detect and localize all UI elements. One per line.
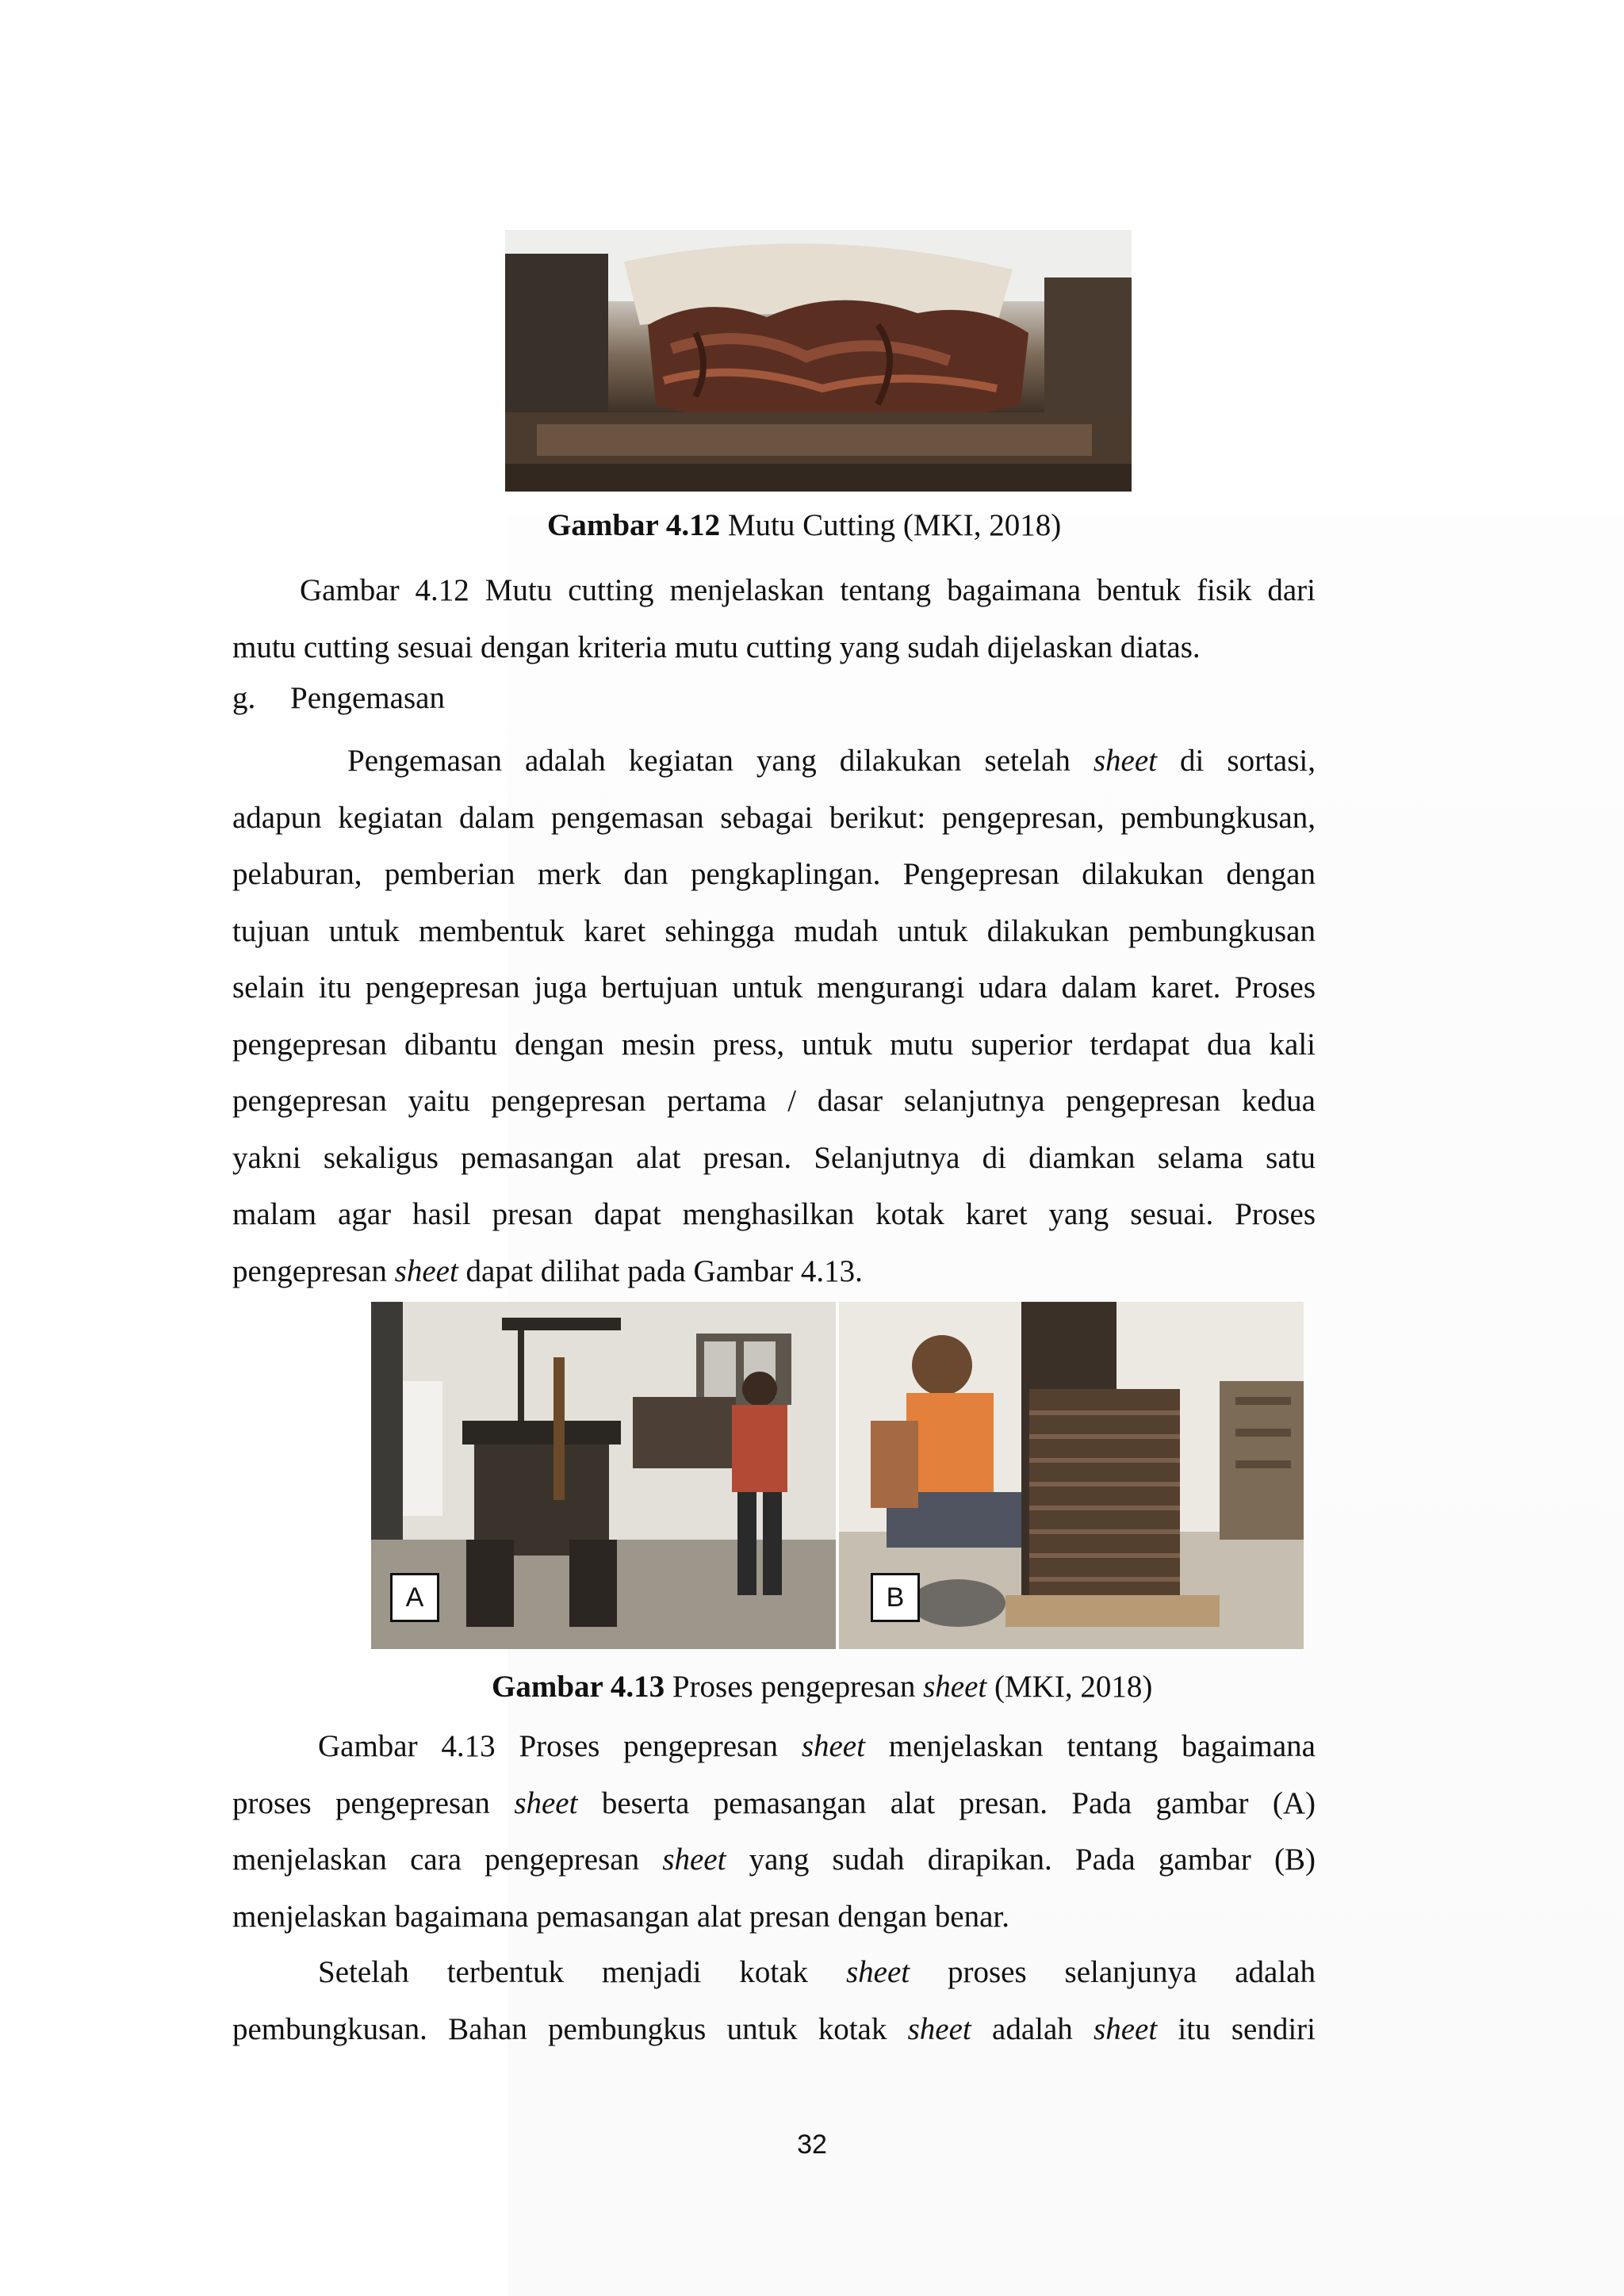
text-line: pelaburan, pemberian merk dan pengkaplingan. Pengepresan dilakukan dengan	[232, 857, 1316, 891]
text-line: pengepresan yaitu pengepresan pertama / dasar selanjutnya pengepresan kedua	[232, 1084, 1316, 1118]
text-line: malam agar hasil presan dapat menghasilkan kotak karet yang sesuai. Proses	[232, 1197, 1316, 1231]
figure-4-12-caption: Gambar 4.12 Mutu Cutting (MKI, 2018)	[547, 508, 1062, 542]
text-line: Pengemasan adalah kegiatan yang dilakukan setelah sheet di sortasi,	[347, 744, 1316, 778]
text-line: Gambar 4.12 Mutu cutting menjelaskan tentang bagaimana bentuk fisik dari	[300, 573, 1316, 607]
figure-label-b: B	[871, 1573, 920, 1622]
paragraph-figure-4-13-description	[232, 1718, 1316, 1945]
text-line: pembungkusan. Bahan pembungkus untuk kotak sheet adalah sheet itu sendiri	[232, 2011, 1316, 2046]
text-line: pengepresan sheet dapat dilihat pada Gambar 4.13.	[232, 1253, 863, 1288]
text-line: adapun kegiatan dalam pengemasan sebagai berikut: pengepresan, pembungkusan,	[232, 800, 1316, 835]
cut-rubber-sheets-image	[505, 230, 1132, 492]
figure-label-a: A	[390, 1573, 439, 1622]
figure-4-13-photo-a	[371, 1302, 836, 1649]
figure-4-13-caption: Gambar 4.13 Proses pengepresan sheet (MKI, 2018)	[492, 1670, 1153, 1704]
section-marker: g.	[232, 681, 256, 715]
text-line: menjelaskan bagaimana pemasangan alat presan dengan benar.	[232, 1899, 1009, 1934]
text-line: menjelaskan cara pengepresan sheet yang sudah dirapikan. Pada gambar (B)	[232, 1843, 1316, 1877]
text-line: Gambar 4.13 Proses pengepresan sheet menjelaskan tentang bagaimana	[318, 1729, 1316, 1763]
text-line: Setelah terbentuk menjadi kotak sheet proses selanjunya adalah	[318, 1955, 1316, 1989]
text-line: yakni sekaligus pemasangan alat presan. Selanjutnya di diamkan selama satu	[232, 1140, 1316, 1175]
paragraph-figure-4-12-description	[232, 562, 1316, 675]
section-heading: Pengemasan	[290, 681, 445, 715]
paragraph-pengemasan	[232, 733, 1316, 1299]
paragraph-pembungkusan	[232, 1944, 1316, 2057]
text-line: selain itu pengepresan juga bertujuan untuk mengurangi udara dalam karet. Proses	[232, 970, 1316, 1004]
text-line: proses pengepresan sheet beserta pemasangan alat presan. Pada gambar (A)	[232, 1785, 1316, 1820]
text-line: tujuan untuk membentuk karet sehingga mudah untuk dilakukan pembungkusan	[232, 913, 1316, 948]
press-machine-image	[371, 1302, 836, 1649]
text-line: mutu cutting sesuai dengan kriteria mutu cutting yang sudah dijelaskan diatas.	[232, 629, 1201, 664]
page-number: 32	[797, 2130, 827, 2160]
text-line: pengepresan dibantu dengan mesin press, untuk mutu superior terdapat dua kali	[232, 1027, 1316, 1062]
figure-4-12-photo	[505, 230, 1132, 492]
